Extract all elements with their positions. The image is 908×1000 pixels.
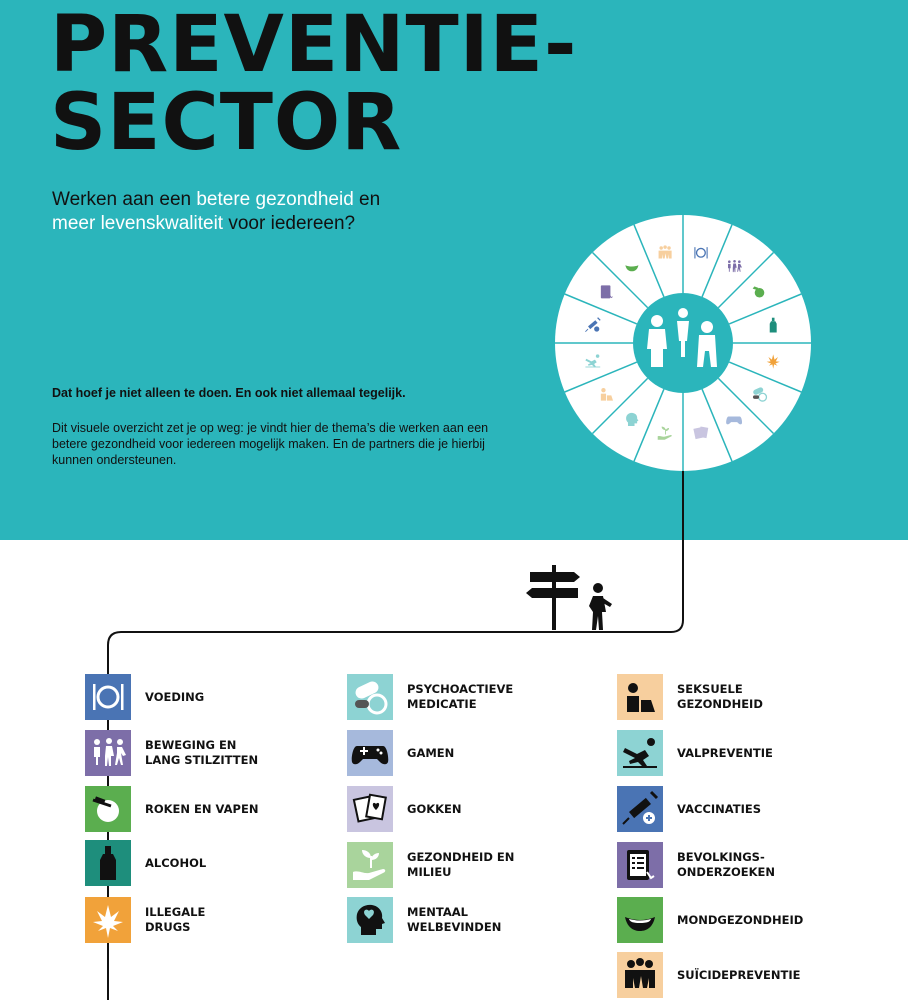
- theme-item[interactable]: [617, 897, 827, 943]
- theme-item[interactable]: [347, 786, 557, 832]
- no-smoking-icon: [85, 786, 131, 832]
- theme-item[interactable]: [85, 897, 295, 943]
- theme-item[interactable]: [347, 730, 557, 776]
- gamepad-icon: [347, 730, 393, 776]
- couple-icon: [617, 674, 663, 720]
- falling-person-icon: [617, 730, 663, 776]
- theme-label: SEKSUELE GEZONDHEID: [677, 682, 763, 711]
- theme-label: ALCOHOL: [145, 855, 207, 870]
- group-hug-icon: [617, 952, 663, 998]
- theme-label: SUÏCIDEPREVENTIE: [677, 967, 801, 982]
- theme-item[interactable]: [617, 674, 827, 720]
- theme-label: GEZONDHEID EN MILIEU: [407, 850, 515, 879]
- theme-label: VACCINATIES: [677, 801, 762, 816]
- signpost-icon: [526, 565, 580, 630]
- theme-label: MENTAAL WELBEVINDEN: [407, 905, 502, 934]
- syringe-icon: [617, 786, 663, 832]
- theme-label: VALPREVENTIE: [677, 745, 773, 760]
- theme-label: GOKKEN: [407, 801, 462, 816]
- walking-person-icon: [589, 583, 612, 630]
- smile-mouth-icon: [617, 897, 663, 943]
- subtitle-part: en: [353, 189, 381, 210]
- theme-item[interactable]: [85, 674, 295, 720]
- theme-item[interactable]: [617, 952, 827, 998]
- theme-label: ILLEGALE DRUGS: [145, 905, 206, 934]
- theme-label: ROKEN EN VAPEN: [145, 801, 259, 816]
- theme-wheel: [553, 213, 813, 473]
- theme-label: GAMEN: [407, 745, 455, 760]
- theme-item[interactable]: [617, 786, 827, 832]
- subtitle-highlight-1: betere gezondheid: [196, 189, 354, 210]
- theme-label: PSYCHOACTIEVE MEDICATIE: [407, 682, 514, 711]
- theme-label: BEVOLKINGS- ONDERZOEKEN: [677, 850, 776, 879]
- theme-item[interactable]: [347, 674, 557, 720]
- checklist-icon: [617, 842, 663, 888]
- subtitle-part: Werken aan een: [52, 189, 197, 210]
- subtitle-part: voor iedereen?: [223, 213, 356, 234]
- intro-bold: Dat hoef je niet alleen te doen. En ook niet allemaal tegelijk.: [52, 386, 406, 400]
- walking-people-icon: [85, 730, 131, 776]
- theme-label: MONDGEZONDHEID: [677, 912, 804, 927]
- wheel-playing-cards-icon: [694, 427, 708, 439]
- title-line-2: SECTOR: [50, 78, 403, 168]
- bottle-icon: [85, 840, 131, 886]
- playing-cards-icon: [347, 786, 393, 832]
- theme-label: VOEDING: [145, 689, 205, 704]
- theme-item[interactable]: [85, 786, 295, 832]
- pills-icon: [347, 674, 393, 720]
- plate-cutlery-icon: [85, 674, 131, 720]
- theme-item[interactable]: [347, 842, 557, 888]
- theme-item[interactable]: [85, 840, 295, 886]
- theme-item[interactable]: [617, 842, 827, 888]
- hand-plant-icon: [347, 842, 393, 888]
- theme-item[interactable]: [347, 897, 557, 943]
- intro-text: Dit visuele overzicht zet je op weg: je vindt hier de thema’s die werken aan een betere gezondheid voor iedereen mogelijk maken. En de partners die je hierbij kunnen ondersteunen.: [52, 421, 489, 467]
- head-heart-icon: [347, 897, 393, 943]
- theme-label: BEWEGING EN LANG STILZITTEN: [145, 738, 259, 767]
- theme-item[interactable]: [617, 730, 827, 776]
- theme-item[interactable]: [85, 730, 295, 776]
- cannabis-leaf-icon: [85, 897, 131, 943]
- subtitle-highlight-2: meer levenskwaliteit: [52, 213, 224, 234]
- title-line-1: PREVENTIE-: [50, 0, 578, 90]
